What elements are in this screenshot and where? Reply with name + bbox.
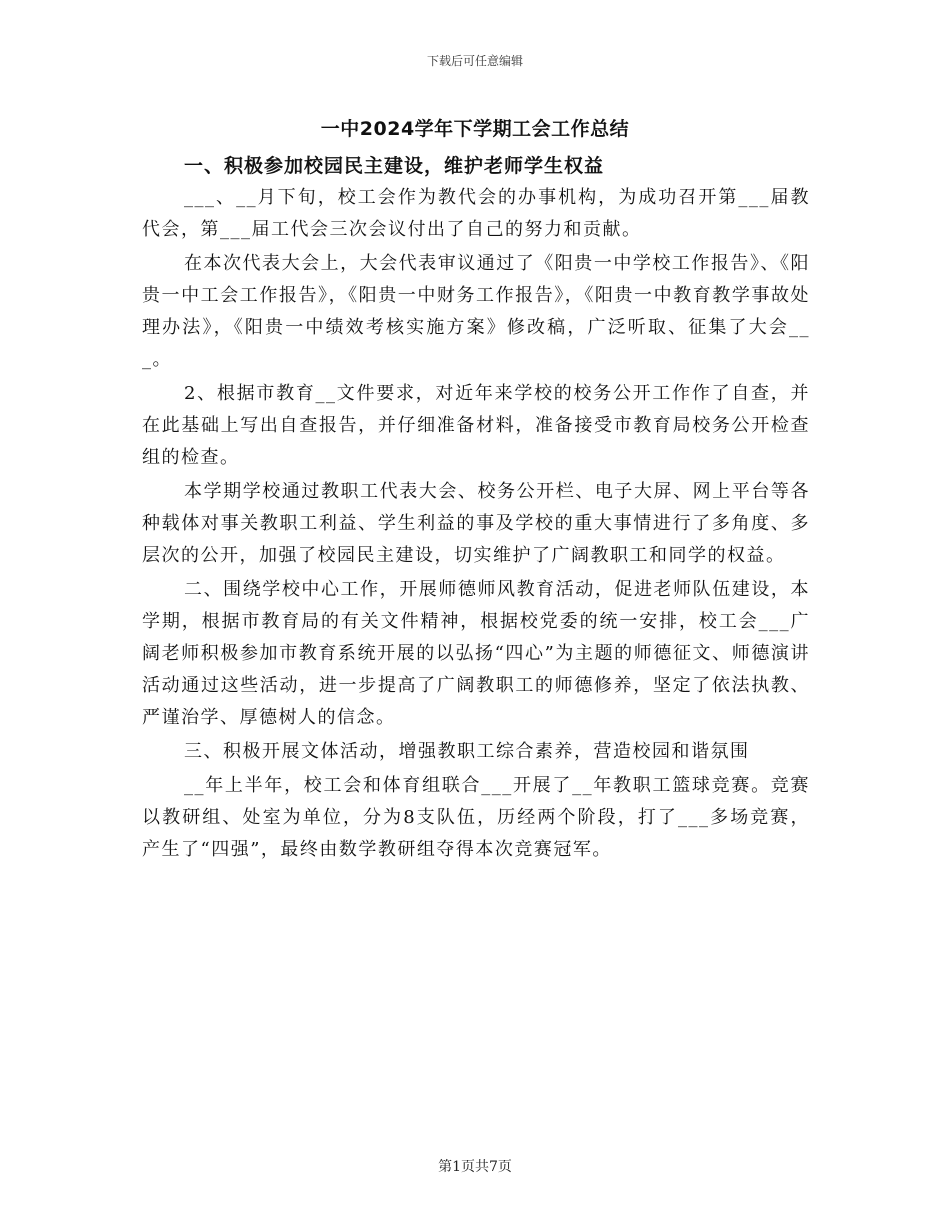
paragraph-7: __年上半年，校工会和体育组联合___开展了__年教职工篮球竞赛。竞赛以教研组、处室为单位，分为8支队伍，历经两个阶段，打了___多场竞赛，产生了“四强”，最终由数学教研组夺得本次竞赛冠军。 xyxy=(142,775,810,860)
page-footer: 第1页共7页 xyxy=(438,1159,512,1175)
paragraph-5: 二、围绕学校中心工作，开展师德师风教育活动，促进老师队伍建设，本学期，根据市教育局的有关文件精神，根据校党委的统一安排，校工会___广阔老师积极参加市教育系统开展的以弘扬“四心”为主题的师德征文、师德演讲活动通过这些活动，进一步提高了广阔教职工的师德修养，坚定了依法执教、严谨治学、厚德树人的信念。 xyxy=(142,579,810,728)
paragraph-1: ___、__月下旬，校工会作为教代会的办事机构，为成功召开第___届教代会，第___届工代会三次会议付出了自己的努力和贡献。 xyxy=(142,187,810,240)
header-note: 下载后可任意编辑 xyxy=(426,54,523,68)
document-body xyxy=(142,150,810,868)
section-heading: 一、积极参加校园民主建设，维护老师学生权益 xyxy=(184,155,605,177)
document-title: 一中2024学年下学期工会工作总结 xyxy=(320,118,630,140)
paragraph-4: 本学期学校通过教职工代表大会、校务公开栏、电子大屏、网上平台等各种载体对事关教职工利益、学生利益的事及学校的重大事情进行了多角度、多层次的公开，加强了校园民主建设，切实维护了广阔教职工和同学的权益。 xyxy=(142,481,810,566)
paragraph-2: 在本次代表大会上，大会代表审议通过了《阳贵一中学校工作报告》、《阳贵一中工会工作报告》，《阳贵一中财务工作报告》，《阳贵一中教育教学事故处理办法》，《阳贵一中绩效考核实施方案》修改稿，广泛听取、征集了大会___。 xyxy=(142,253,810,370)
paragraph-3: 2、根据市教育__文件要求，对近年来学校的校务公开工作作了自查，并在此基础上写出自查报告，并仔细准备材料，准备接受市教育局校务公开检查组的检查。 xyxy=(142,383,810,468)
paragraph-6: 三、积极开展文体活动，增强教职工综合素养，营造校园和谐氛围 xyxy=(184,741,750,762)
